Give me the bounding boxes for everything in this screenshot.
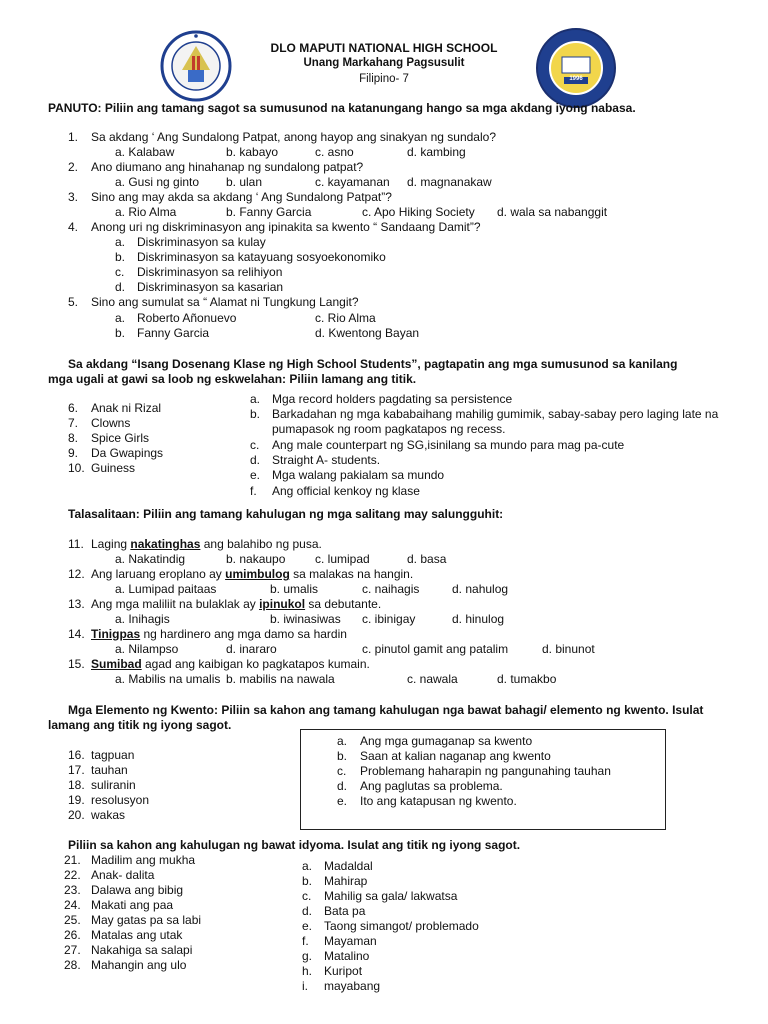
item-text: Spice Girls [91,431,150,445]
option-letter: c. [250,438,260,452]
question-text-post: sa malakas na hangin. [289,567,414,581]
choice: a. Kalabaw [115,145,175,159]
option-text: Taong simangot/ problemado [324,919,479,933]
option-letter: d. [302,904,313,918]
choice-letter: a. [115,235,126,249]
choice: a. Nilampso [115,642,179,656]
question-number: 1. [68,130,79,144]
school-name: DLO MAPUTI NATIONAL HIGH SCHOOL [270,41,498,55]
option-letter: b. [250,407,261,421]
choice: d. basa [407,552,447,566]
option-letter: e. [337,794,348,808]
school-seal-year: 1996 [569,76,583,82]
option-text: Ang male counterpart ng SG,isinilang sa mundo para mag pa-cute [272,438,625,452]
part2-instruction: mga ugali at gawi sa loob ng eskwelahan: Piliin lamang ang titik. [48,372,417,386]
option-letter: c. [337,764,347,778]
option-text: Mga walang pakialam sa mundo [272,468,445,482]
item-text: Anak- dalita [91,868,155,882]
item-text: wakas [91,808,126,822]
question-text: Anong uri ng diskriminasyon ang ipinakita sa kwento “ Sandaang Damit”? [91,220,481,234]
choice: c. lumipad [315,552,370,566]
question-text-post: agad ang kaibigan ko pagkatapos kumain. [141,657,370,671]
choice: a. Inihagis [115,612,170,626]
item-number: 21. [64,853,81,867]
deped-seal-logo [160,30,232,102]
choice: c. pinutol gamit ang patalim [362,642,509,656]
choice: d. Kwentong Bayan [315,326,420,340]
choice: c. asno [315,145,354,159]
item-text: May gatas pa sa labi [91,913,202,927]
question-text: Sino ang sumulat sa “ Alamat ni Tungkung Langit? [91,295,359,309]
item-number: 18. [68,778,85,792]
choice: d. binunot [542,642,595,656]
underlined-word: nakatinghas [130,537,201,551]
part4-instruction: lamang ang titik ng iyong sagot. [48,718,232,732]
question-number: 13. [68,597,85,611]
choice-letter: b. [115,250,126,264]
item-number: 8. [68,431,79,445]
choice: a. Nakatindig [115,552,186,566]
underlined-word: umimbulog [225,567,290,581]
option-text: Ang paglutas sa problema. [360,779,503,793]
underlined-word: Tinigpas [91,627,141,641]
item-number: 23. [64,883,81,897]
part3-instruction: Talasalitaan: Piliin ang tamang kahulugan ng mga salitang may salungguhit: [68,507,504,521]
option-text: mayabang [324,979,381,993]
panuto-instruction: PANUTO: Piliin ang tamang sagot sa sumusunod na katanungang hango sa mga akdang iyong nabasa. [48,101,636,115]
item-text: Mahangin ang ulo [91,958,187,972]
choice: Diskriminasyon sa katayuang sosyoekonomiko [137,250,386,264]
underlined-word: ipinukol [259,597,306,611]
choice: Diskriminasyon sa kasarian [137,280,284,294]
option-text: Mahirap [324,874,368,888]
option-letter: b. [337,749,348,763]
question-text-pre: Ang mga maliliit na bulaklak ay [91,597,260,611]
item-number: 7. [68,416,79,430]
choice-letter: c. [115,265,125,279]
item-number: 27. [64,943,81,957]
question-text-post: ang balahibo ng pusa. [200,537,322,551]
choice: d. magnanakaw [407,175,492,189]
choice: c. kayamanan [315,175,390,189]
choice-letter: b. [115,326,126,340]
choice-letter: a. [115,311,126,325]
school-seal-logo [535,27,617,109]
choice: Fanny Garcia [137,326,210,340]
question-text-post: ng hardinero ang mga damo sa hardin [140,627,347,641]
option-text: Mayaman [324,934,377,948]
question-number: 12. [68,567,85,581]
underlined-word: Sumibad [91,657,142,671]
option-text: Straight A- students. [272,453,381,467]
option-letter: e. [250,468,261,482]
question-text [91,627,347,641]
choice: b. kabayo [226,145,279,159]
question-number: 2. [68,160,79,174]
question-text [91,567,413,581]
option-letter: f. [250,484,257,498]
option-letter: a. [337,734,348,748]
item-text: Madilim ang mukha [91,853,196,867]
option-letter: f. [302,934,309,948]
option-text: Kuripot [324,964,363,978]
choice: a. Rio Alma [115,205,177,219]
choice: Diskriminasyon sa relihiyon [137,265,283,279]
option-letter: a. [250,392,261,406]
question-number: 3. [68,190,79,204]
option-text: Matalino [324,949,370,963]
item-text: Nakahiga sa salapi [91,943,193,957]
option-text: Ang official kenkoy ng klase [272,484,420,498]
item-text: Anak ni Rizal [91,401,162,415]
option-letter: g. [302,949,313,963]
item-number: 16. [68,748,85,762]
choice: b. Fanny Garcia [226,205,312,219]
question-number: 11. [68,537,84,551]
item-text: suliranin [91,778,136,792]
item-number: 24. [64,898,81,912]
option-text: Saan at kalian naganap ang kwento [360,749,551,763]
exam-title: Unang Markahang Pagsusulit [303,57,465,69]
item-number: 19. [68,793,85,807]
item-number: 6. [68,401,79,415]
choice: d. hinulog [452,612,505,626]
choice: b. iwinasiwas [270,612,341,626]
question-text-pre: Ang laruang eroplano ay [91,567,226,581]
choice: d. wala sa nabanggit [497,205,608,219]
choice-letter: d. [115,280,126,294]
choice: Roberto Añonuevo [137,311,237,325]
question-text: Ano diumano ang hinahanap ng sundalong patpat? [91,160,364,174]
option-letter: h. [302,964,313,978]
choice: d. nahulog [452,582,509,596]
option-letter: c. [302,889,312,903]
item-text: Clowns [91,416,131,430]
item-number: 25. [64,913,81,927]
option-text: Ang mga gumaganap sa kwento [360,734,533,748]
question-text [91,597,381,611]
subject-label: Filipino- 7 [359,73,409,85]
choice: c. Apo Hiking Society [362,205,475,219]
item-number: 28. [64,958,81,972]
option-text: pumapasok ng room pagkatapos ng recess. [272,422,506,436]
question-text-post: sa debutante. [305,597,382,611]
question-text [91,657,370,671]
choice: c. naihagis [362,582,420,596]
part4-instruction: Mga Elemento ng Kwento: Piliin sa kahon ang tamang kahulugan nga bawat bahagi/ elemento ng kwento. Isulat [68,703,704,717]
item-text: tauhan [91,763,128,777]
question-text-pre: Laging [91,537,131,551]
option-letter: i. [302,979,308,993]
option-text: Madaldal [324,859,373,873]
question-number: 15. [68,657,85,671]
item-text: Makati ang paa [91,898,174,912]
choice: d. tumakbo [497,672,557,686]
option-text: Ito ang katapusan ng kwento. [360,794,517,808]
item-text: Matalas ang utak [91,928,183,942]
option-text: Mahilig sa gala/ lakwatsa [324,889,458,903]
item-number: 9. [68,446,79,460]
option-letter: b. [302,874,313,888]
question-text [91,537,322,551]
option-letter: e. [302,919,313,933]
choice: a. Mabilis na umalis [115,672,221,686]
choice: b. umalis [270,582,319,596]
choice: a. Gusi ng ginto [115,175,200,189]
option-letter: d. [250,453,261,467]
question-number: 4. [68,220,79,234]
question-number: 14. [68,627,85,641]
choice: b. mabilis na nawala [226,672,335,686]
item-text: Da Gwapings [91,446,164,460]
item-text: Guiness [91,461,136,475]
item-text: resolusyon [91,793,150,807]
option-text: Barkadahan ng mga kababaihang mahilig gumimik, sabay-sabay pero laging late na [272,407,719,421]
choice: b. ulan [226,175,263,189]
item-number: 26. [64,928,81,942]
choice: c. nawala [407,672,458,686]
part2-instruction: Sa akdang “Isang Dosenang Klase ng High School Students”, pagtapatin ang mga sumusunod sa kanilang [68,357,678,371]
choice: Diskriminasyon sa kulay [137,235,266,249]
option-text: Mga record holders pagdating sa persistence [272,392,513,406]
question-text: Sa akdang ‘ Ang Sundalong Patpat, anong hayop ang sinakyan ng sundalo? [91,130,496,144]
item-text: tagpuan [91,748,135,762]
item-number: 10. [68,461,85,475]
choice: c. Rio Alma [315,311,376,325]
question-text: Sino ang may akda sa akdang ‘ Ang Sundalong Patpat”? [91,190,392,204]
item-number: 20. [68,808,85,822]
part5-instruction: Piliin sa kahon ang kahulugan ng bawat idyoma. Isulat ang titik ng iyong sagot. [68,838,521,852]
item-number: 22. [64,868,81,882]
option-text: Bata pa [324,904,366,918]
option-letter: a. [302,859,313,873]
choice: d. inararo [226,642,277,656]
choice: d. kambing [407,145,466,159]
item-number: 17. [68,763,85,777]
choice: c. ibinigay [362,612,416,626]
question-number: 5. [68,295,79,309]
item-text: Dalawa ang bibig [91,883,184,897]
option-text: Problemang haharapin ng pangunahing tauhan [360,764,611,778]
option-letter: d. [337,779,348,793]
choice: b. nakaupo [226,552,286,566]
choice: a. Lumipad paitaas [115,582,217,596]
